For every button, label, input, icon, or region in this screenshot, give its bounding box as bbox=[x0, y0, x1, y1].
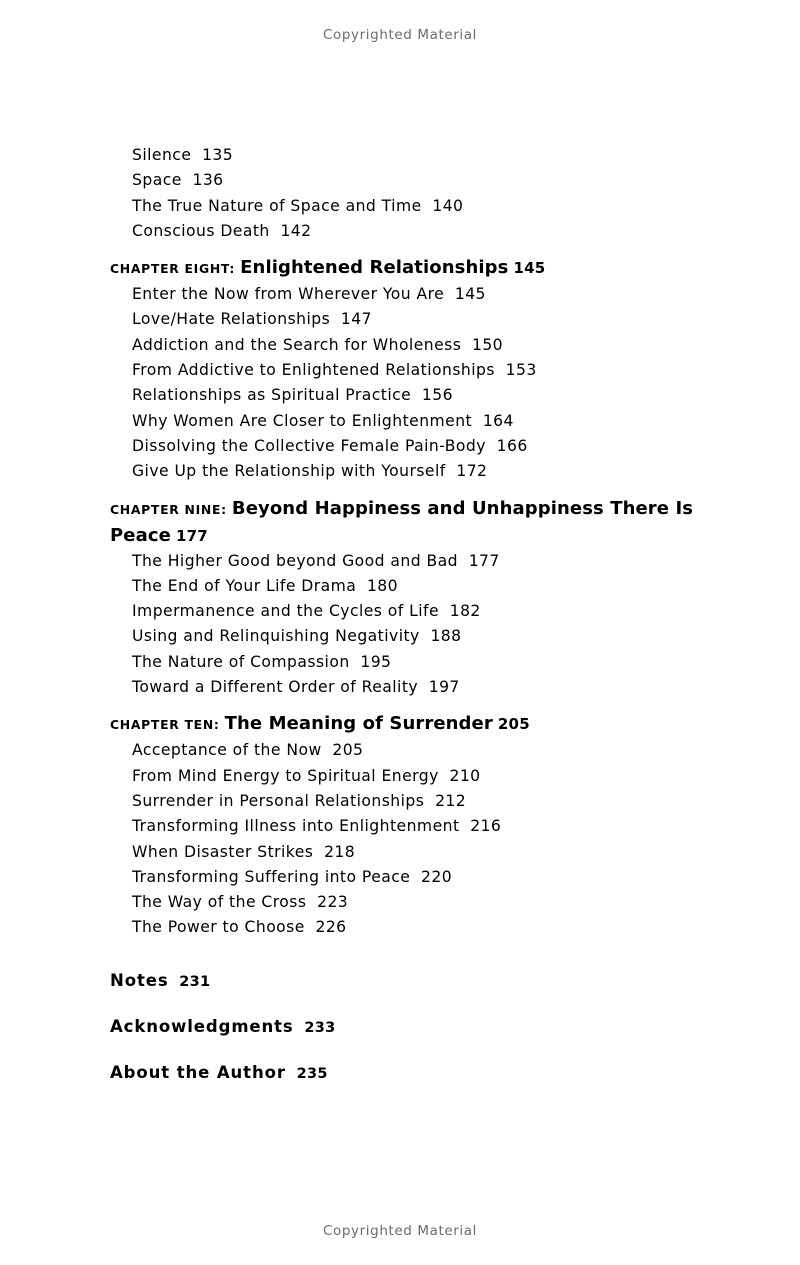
copyright-watermark-top: Copyrighted Material bbox=[323, 27, 477, 43]
toc-entry-page: 135 bbox=[202, 146, 234, 164]
spacer bbox=[110, 995, 710, 1014]
toc-entry-page: 188 bbox=[430, 627, 462, 646]
backmatter-title: Acknowledgments bbox=[110, 1016, 294, 1036]
chapter-page: 205 bbox=[497, 715, 530, 734]
toc-entry-page: 197 bbox=[428, 678, 460, 697]
toc-entry-title: The Way of the Cross bbox=[132, 893, 307, 912]
toc-entry-page: 136 bbox=[192, 171, 224, 190]
toc-entry[interactable] bbox=[110, 143, 710, 168]
toc-entry-title: Toward a Different Order of Reality bbox=[132, 678, 419, 697]
toc-entry-title: Enter the Now from Wherever You Are bbox=[132, 285, 445, 304]
toc-entry-page: 205 bbox=[332, 741, 364, 760]
toc-entry-page: 166 bbox=[496, 436, 528, 455]
toc-entry-page: 218 bbox=[324, 842, 356, 861]
toc-backmatter-acknowledgments[interactable] bbox=[110, 1014, 710, 1041]
toc-entry-page: 142 bbox=[280, 221, 312, 240]
toc-entry[interactable] bbox=[110, 383, 710, 408]
toc-entry-title: Why Women Are Closer to Enlightenment bbox=[132, 411, 473, 430]
toc-backmatter-about-the-author[interactable] bbox=[110, 1060, 710, 1087]
toc-entry-title: From Addictive to Enlightened Relationships bbox=[132, 361, 495, 380]
toc-entry-page: 172 bbox=[456, 462, 488, 481]
chapter-label: CHAPTER NINE: bbox=[110, 501, 227, 517]
toc-entry-title: Impermanence and the Cycles of Life bbox=[132, 602, 440, 621]
toc-entry-page: 180 bbox=[366, 576, 398, 595]
toc-entry[interactable] bbox=[110, 219, 710, 244]
toc-chapter-heading[interactable] bbox=[110, 496, 710, 549]
toc-entry-title: The Nature of Compassion bbox=[132, 652, 350, 671]
toc-entry[interactable] bbox=[110, 814, 710, 839]
backmatter-page: 231 bbox=[179, 973, 211, 990]
toc-section-chapter-eight bbox=[110, 282, 710, 484]
toc-entry[interactable] bbox=[110, 574, 710, 599]
toc-section-chapter-nine bbox=[110, 549, 710, 701]
toc-entry-page: 195 bbox=[360, 652, 392, 671]
toc-entry[interactable] bbox=[110, 738, 710, 763]
toc-entry-page: 216 bbox=[470, 817, 502, 836]
toc-entry[interactable] bbox=[110, 409, 710, 434]
toc-entry[interactable] bbox=[110, 549, 710, 574]
toc-entry-page: 147 bbox=[340, 310, 372, 329]
toc-entry-page: 150 bbox=[472, 335, 503, 354]
toc-entry-title: The Power to Choose bbox=[132, 918, 305, 937]
copyright-watermark-bottom: Copyrighted Material bbox=[323, 1223, 477, 1239]
toc-entry[interactable] bbox=[110, 840, 710, 865]
toc-entry-page: 153 bbox=[505, 361, 537, 380]
toc-entry-title: Love/Hate Relationships bbox=[132, 310, 331, 329]
chapter-page: 145 bbox=[513, 259, 546, 278]
toc-entry[interactable] bbox=[110, 168, 710, 193]
toc-section-leading bbox=[110, 143, 710, 244]
toc-entry-page: 212 bbox=[435, 791, 467, 810]
toc-chapter-heading[interactable] bbox=[110, 711, 710, 738]
toc-entry-page: 223 bbox=[317, 893, 349, 912]
toc-entry-title: Transforming Illness into Enlightenment bbox=[132, 817, 460, 836]
chapter-label: CHAPTER TEN: bbox=[110, 717, 220, 733]
toc-entry-title: From Mind Energy to Spiritual Energy bbox=[132, 766, 439, 785]
toc-entry[interactable] bbox=[110, 764, 710, 789]
toc-entry[interactable] bbox=[110, 459, 710, 484]
toc-section-chapter-ten bbox=[110, 738, 710, 940]
chapter-title: Enlightened Relationships bbox=[240, 257, 509, 279]
toc-entry[interactable] bbox=[110, 624, 710, 649]
toc-entry-title: Transforming Suffering into Peace bbox=[132, 867, 411, 886]
toc-entry[interactable] bbox=[110, 915, 710, 940]
toc-entry-title: Addiction and the Search for Wholeness bbox=[132, 335, 462, 354]
toc-entry-page: 177 bbox=[468, 551, 500, 570]
toc-entry-page: 226 bbox=[315, 918, 347, 937]
backmatter-page: 233 bbox=[304, 1019, 336, 1036]
backmatter-page: 235 bbox=[296, 1065, 328, 1082]
toc-entry[interactable] bbox=[110, 789, 710, 814]
backmatter-title: About the Author bbox=[110, 1062, 286, 1082]
toc-entry-page: 220 bbox=[421, 867, 453, 886]
toc-entry[interactable] bbox=[110, 865, 710, 890]
backmatter-title: Notes bbox=[110, 970, 169, 990]
toc-entry[interactable] bbox=[110, 675, 710, 700]
toc-chapter-heading[interactable] bbox=[110, 255, 710, 282]
toc-entry-page: 164 bbox=[482, 411, 514, 430]
spacer bbox=[110, 1041, 710, 1060]
chapter-page: 177 bbox=[176, 526, 208, 545]
toc-entry[interactable] bbox=[110, 194, 710, 219]
toc-entry-title: Space bbox=[132, 171, 182, 190]
spacer bbox=[110, 941, 710, 968]
chapter-label: CHAPTER EIGHT: bbox=[110, 261, 236, 277]
toc-entry-title: Using and Relinquishing Negativity bbox=[132, 627, 420, 646]
toc-entry[interactable] bbox=[110, 434, 710, 459]
toc-entry[interactable] bbox=[110, 650, 710, 675]
chapter-title: Beyond Happiness and Unhappiness There Is Peace bbox=[110, 497, 694, 546]
toc-entry[interactable] bbox=[110, 307, 710, 332]
toc-entry[interactable] bbox=[110, 282, 710, 307]
spacer bbox=[110, 485, 710, 496]
toc-entry-title: The True Nature of Space and Time bbox=[132, 196, 422, 215]
toc-entry-page: 156 bbox=[421, 386, 453, 405]
toc-entry-title: Acceptance of the Now bbox=[132, 741, 322, 760]
toc-backmatter-notes[interactable] bbox=[110, 968, 710, 995]
toc-entry[interactable] bbox=[110, 358, 710, 383]
spacer bbox=[110, 244, 710, 255]
toc-entry-page: 182 bbox=[449, 602, 481, 621]
toc-entry[interactable] bbox=[110, 890, 710, 915]
toc-entry-page: 145 bbox=[454, 285, 486, 304]
chapter-title: The Meaning of Surrender bbox=[224, 713, 493, 735]
toc-entry-page: 140 bbox=[432, 196, 464, 215]
toc-entry-page: 210 bbox=[449, 766, 481, 785]
toc-entry-title: Give Up the Relationship with Yourself bbox=[132, 462, 446, 481]
toc-entry-title: The End of Your Life Drama bbox=[132, 576, 357, 595]
toc-entry-title: When Disaster Strikes bbox=[132, 842, 314, 861]
toc-entry-title: Silence bbox=[132, 146, 192, 164]
toc-entry-title: Dissolving the Collective Female Pain-Body bbox=[132, 436, 486, 455]
toc-entry[interactable] bbox=[110, 599, 710, 624]
spacer bbox=[110, 700, 710, 711]
toc-entry-title: The Higher Good beyond Good and Bad bbox=[132, 551, 458, 570]
toc-entry-title: Relationships as Spiritual Practice bbox=[132, 386, 412, 405]
toc-entry[interactable] bbox=[110, 333, 710, 358]
toc-entry-title: Surrender in Personal Relationships bbox=[132, 791, 425, 810]
toc-entry-title: Conscious Death bbox=[132, 221, 270, 240]
table-of-contents bbox=[110, 143, 710, 1087]
